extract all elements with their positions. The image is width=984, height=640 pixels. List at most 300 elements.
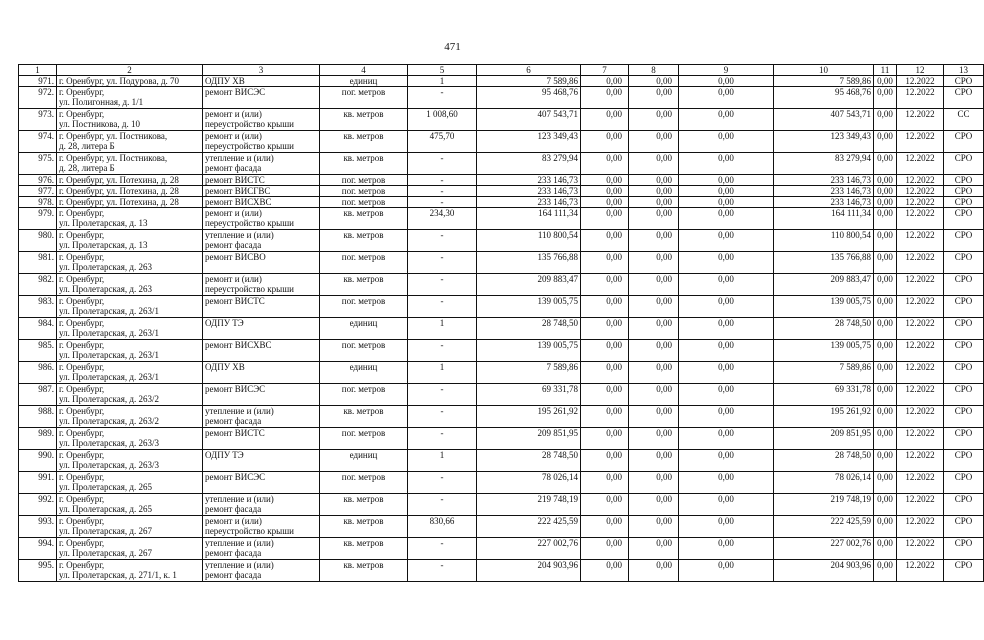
- cost-col9-cell: 0,00: [629, 197, 679, 208]
- work-type-cell: [203, 406, 320, 428]
- work-type-cell-line: ремонт ВИСЭС: [205, 472, 266, 482]
- cost-col10-cell: 0,00: [679, 450, 774, 472]
- deadline-cell: 12.2022: [897, 516, 944, 538]
- cost-col10-cell: 0,00: [679, 153, 774, 175]
- unit-cell: кв. метров: [320, 516, 408, 538]
- cost-col12-cell: 0,00: [874, 318, 897, 340]
- cost-col10-cell: 0,00: [679, 362, 774, 384]
- cost-col12-cell: 0,00: [874, 384, 897, 406]
- address-cell-line: г. Оренбург,: [59, 208, 105, 218]
- cost-col10-cell: 0,00: [679, 197, 774, 208]
- table-row: [19, 296, 984, 318]
- row-number: 978.: [19, 197, 57, 208]
- address-cell: [57, 516, 203, 538]
- cost-col10-cell: 0,00: [679, 538, 774, 560]
- address-cell: [57, 175, 203, 186]
- row-number: 983.: [19, 296, 57, 318]
- total-cost-cell: 227 002,76: [477, 538, 581, 560]
- cost-col12-cell: 0,00: [874, 87, 897, 109]
- table-row: [19, 197, 984, 208]
- cost-col12-cell: 0,00: [874, 296, 897, 318]
- address-cell: [57, 318, 203, 340]
- cost-col8-cell: 0,00: [581, 109, 629, 131]
- address-cell: [57, 131, 203, 153]
- cost-col10-cell: 0,00: [679, 296, 774, 318]
- work-type-cell: [203, 274, 320, 296]
- method-cell: СРО: [944, 274, 984, 296]
- work-type-cell-line: утепление и (или): [205, 560, 274, 570]
- address-cell-line: ул. Пролетарская, д. 263: [59, 284, 152, 294]
- cost-col10-cell: 0,00: [679, 186, 774, 197]
- table-row: [19, 87, 984, 109]
- total-cost-cell: 69 331,78: [477, 384, 581, 406]
- cost-col12-cell: 0,00: [874, 208, 897, 230]
- cost-col9-cell: 0,00: [629, 450, 679, 472]
- method-cell: СС: [944, 109, 984, 131]
- table-row: [19, 560, 984, 582]
- cost-col8-cell: 0,00: [581, 384, 629, 406]
- total-cost-cell: 164 111,34: [477, 208, 581, 230]
- address-cell: [57, 186, 203, 197]
- total-cost-cell: 195 261,92: [477, 406, 581, 428]
- work-type-cell: [203, 450, 320, 472]
- address-cell: [57, 538, 203, 560]
- table-row: [19, 274, 984, 296]
- table-row: [19, 230, 984, 252]
- deadline-cell: 12.2022: [897, 362, 944, 384]
- work-type-cell-line: переустройство крыши: [205, 526, 294, 536]
- deadline-cell: 12.2022: [897, 252, 944, 274]
- address-cell-line: г. Оренбург,: [59, 274, 105, 284]
- table-body: [19, 76, 984, 582]
- cost-col11-cell: 233 146,73: [774, 186, 874, 197]
- address-cell-line: г. Оренбург,: [59, 340, 105, 350]
- unit-cell: пог. метров: [320, 384, 408, 406]
- method-cell: СРО: [944, 494, 984, 516]
- address-cell: [57, 494, 203, 516]
- row-number: 980.: [19, 230, 57, 252]
- cost-col11-cell: 139 005,75: [774, 340, 874, 362]
- cost-col11-cell: 233 146,73: [774, 175, 874, 186]
- table-row: [19, 516, 984, 538]
- address-cell: [57, 428, 203, 450]
- cost-col9-cell: 0,00: [629, 406, 679, 428]
- cost-col8-cell: 0,00: [581, 274, 629, 296]
- address-cell-line: г. Оренбург, ул. Постникова,: [59, 153, 168, 163]
- row-number: 977.: [19, 186, 57, 197]
- column-header-1: 1: [19, 65, 57, 76]
- cost-col8-cell: 0,00: [581, 208, 629, 230]
- quantity-cell: -: [408, 340, 477, 362]
- cost-col8-cell: 0,00: [581, 318, 629, 340]
- deadline-cell: 12.2022: [897, 340, 944, 362]
- unit-cell: кв. метров: [320, 230, 408, 252]
- cost-col11-cell: 110 800,54: [774, 230, 874, 252]
- cost-col12-cell: 0,00: [874, 494, 897, 516]
- row-number: 982.: [19, 274, 57, 296]
- work-type-cell-line: ремонт ВИСГВС: [205, 186, 271, 196]
- address-cell-line: г. Оренбург,: [59, 538, 105, 548]
- cost-col11-cell: 219 748,19: [774, 494, 874, 516]
- address-cell-line: г. Оренбург, ул. Потехина, д. 28: [59, 175, 179, 185]
- header-row: [19, 65, 984, 76]
- work-type-cell: [203, 384, 320, 406]
- address-cell-line: г. Оренбург,: [59, 384, 105, 394]
- quantity-cell: -: [408, 153, 477, 175]
- cost-col8-cell: 0,00: [581, 186, 629, 197]
- unit-cell: кв. метров: [320, 274, 408, 296]
- address-cell-line: г. Оренбург,: [59, 252, 105, 262]
- quantity-cell: 1 008,60: [408, 109, 477, 131]
- address-cell-line: ул. Пролетарская, д. 263/1: [59, 306, 159, 316]
- cost-col8-cell: 0,00: [581, 175, 629, 186]
- quantity-cell: -: [408, 406, 477, 428]
- cost-col9-cell: 0,00: [629, 76, 679, 87]
- total-cost-cell: 233 146,73: [477, 197, 581, 208]
- cost-col12-cell: 0,00: [874, 274, 897, 296]
- row-number: 991.: [19, 472, 57, 494]
- deadline-cell: 12.2022: [897, 87, 944, 109]
- cost-col8-cell: 0,00: [581, 230, 629, 252]
- cost-col9-cell: 0,00: [629, 230, 679, 252]
- address-cell-line: ул. Пролетарская, д. 263/3: [59, 460, 159, 470]
- cost-col8-cell: 0,00: [581, 87, 629, 109]
- work-type-cell-line: утепление и (или): [205, 494, 274, 504]
- deadline-cell: 12.2022: [897, 384, 944, 406]
- cost-col11-cell: 209 883,47: [774, 274, 874, 296]
- address-cell-line: г. Оренбург,: [59, 230, 105, 240]
- unit-cell: пог. метров: [320, 296, 408, 318]
- work-type-cell-line: ремонт и (или): [205, 131, 262, 141]
- total-cost-cell: 110 800,54: [477, 230, 581, 252]
- cost-col11-cell: 407 543,71: [774, 109, 874, 131]
- cost-col12-cell: 0,00: [874, 406, 897, 428]
- method-cell: СРО: [944, 230, 984, 252]
- cost-col10-cell: 0,00: [679, 252, 774, 274]
- work-type-cell-line: ремонт фасада: [205, 163, 262, 173]
- work-type-cell: [203, 472, 320, 494]
- work-type-cell-line: ремонт ВИСВО: [205, 252, 266, 262]
- quantity-cell: 1: [408, 318, 477, 340]
- method-cell: СРО: [944, 406, 984, 428]
- cost-col8-cell: 0,00: [581, 340, 629, 362]
- cost-col9-cell: 0,00: [629, 340, 679, 362]
- work-type-cell-line: ремонт фасада: [205, 548, 262, 558]
- column-header-5: 5: [408, 65, 477, 76]
- work-type-cell: [203, 153, 320, 175]
- work-type-cell: [203, 296, 320, 318]
- row-number: 987.: [19, 384, 57, 406]
- quantity-cell: -: [408, 384, 477, 406]
- column-header-11: 11: [874, 65, 897, 76]
- work-type-cell: [203, 318, 320, 340]
- cost-col9-cell: 0,00: [629, 153, 679, 175]
- address-cell-line: ул. Полигонная, д. 1/1: [59, 97, 144, 107]
- quantity-cell: 1: [408, 362, 477, 384]
- cost-col11-cell: 78 026,14: [774, 472, 874, 494]
- quantity-cell: -: [408, 186, 477, 197]
- cost-col11-cell: 222 425,59: [774, 516, 874, 538]
- table-row: [19, 131, 984, 153]
- cost-col9-cell: 0,00: [629, 87, 679, 109]
- table-row: [19, 384, 984, 406]
- address-cell-line: ул. Пролетарская, д. 267: [59, 548, 152, 558]
- method-cell: СРО: [944, 131, 984, 153]
- work-type-cell: [203, 76, 320, 87]
- cost-col9-cell: 0,00: [629, 538, 679, 560]
- work-type-cell: [203, 186, 320, 197]
- address-cell-line: ул. Пролетарская, д. 263/1: [59, 350, 159, 360]
- address-cell: [57, 406, 203, 428]
- total-cost-cell: 222 425,59: [477, 516, 581, 538]
- cost-col10-cell: 0,00: [679, 109, 774, 131]
- cost-col8-cell: 0,00: [581, 472, 629, 494]
- address-cell-line: г. Оренбург,: [59, 560, 105, 570]
- unit-cell: пог. метров: [320, 428, 408, 450]
- row-number: 990.: [19, 450, 57, 472]
- address-cell-line: г. Оренбург,: [59, 362, 105, 372]
- cost-col10-cell: 0,00: [679, 87, 774, 109]
- deadline-cell: 12.2022: [897, 208, 944, 230]
- address-cell-line: г. Оренбург, ул. Постникова,: [59, 131, 168, 141]
- quantity-cell: -: [408, 252, 477, 274]
- method-cell: СРО: [944, 362, 984, 384]
- address-cell: [57, 109, 203, 131]
- total-cost-cell: 204 903,96: [477, 560, 581, 582]
- cost-col9-cell: 0,00: [629, 560, 679, 582]
- address-cell-line: г. Оренбург,: [59, 494, 105, 504]
- cost-col11-cell: 7 589,86: [774, 76, 874, 87]
- cost-col12-cell: 0,00: [874, 340, 897, 362]
- method-cell: СРО: [944, 318, 984, 340]
- cost-col12-cell: 0,00: [874, 230, 897, 252]
- total-cost-cell: 123 349,43: [477, 131, 581, 153]
- deadline-cell: 12.2022: [897, 296, 944, 318]
- address-cell-line: ул. Пролетарская, д. 13: [59, 240, 148, 250]
- cost-col11-cell: 204 903,96: [774, 560, 874, 582]
- cost-col9-cell: 0,00: [629, 362, 679, 384]
- work-type-cell: [203, 109, 320, 131]
- work-type-cell-line: ремонт ВИСЭС: [205, 87, 266, 97]
- total-cost-cell: 233 146,73: [477, 175, 581, 186]
- unit-cell: единиц: [320, 362, 408, 384]
- row-number: 971.: [19, 76, 57, 87]
- table-row: [19, 538, 984, 560]
- method-cell: СРО: [944, 384, 984, 406]
- address-cell-line: д. 28, литера Б: [59, 163, 115, 173]
- method-cell: СРО: [944, 472, 984, 494]
- cost-col10-cell: 0,00: [679, 384, 774, 406]
- quantity-cell: -: [408, 296, 477, 318]
- cost-col11-cell: 95 468,76: [774, 87, 874, 109]
- quantity-cell: -: [408, 428, 477, 450]
- deadline-cell: 12.2022: [897, 274, 944, 296]
- quantity-cell: 234,30: [408, 208, 477, 230]
- method-cell: СРО: [944, 153, 984, 175]
- work-type-cell-line: утепление и (или): [205, 406, 274, 416]
- address-cell-line: г. Оренбург,: [59, 472, 105, 482]
- work-type-cell-line: ремонт ВИСТС: [205, 428, 265, 438]
- unit-cell: пог. метров: [320, 252, 408, 274]
- cost-col12-cell: 0,00: [874, 131, 897, 153]
- total-cost-cell: 135 766,88: [477, 252, 581, 274]
- deadline-cell: 12.2022: [897, 406, 944, 428]
- cost-col9-cell: 0,00: [629, 175, 679, 186]
- work-type-cell: [203, 538, 320, 560]
- method-cell: СРО: [944, 197, 984, 208]
- cost-col9-cell: 0,00: [629, 208, 679, 230]
- method-cell: СРО: [944, 516, 984, 538]
- unit-cell: кв. метров: [320, 406, 408, 428]
- row-number: 988.: [19, 406, 57, 428]
- total-cost-cell: 209 851,95: [477, 428, 581, 450]
- deadline-cell: 12.2022: [897, 230, 944, 252]
- total-cost-cell: 28 748,50: [477, 318, 581, 340]
- address-cell-line: ул. Пролетарская, д. 263/1: [59, 328, 159, 338]
- unit-cell: единиц: [320, 318, 408, 340]
- work-type-cell-line: ремонт фасада: [205, 570, 262, 580]
- column-header-6: 6: [477, 65, 581, 76]
- work-type-cell: [203, 208, 320, 230]
- cost-col10-cell: 0,00: [679, 274, 774, 296]
- unit-cell: кв. метров: [320, 153, 408, 175]
- method-cell: СРО: [944, 560, 984, 582]
- address-cell: [57, 340, 203, 362]
- address-cell-line: г. Оренбург, ул. Подурова, д. 70: [59, 76, 180, 86]
- unit-cell: кв. метров: [320, 494, 408, 516]
- table-row: [19, 450, 984, 472]
- total-cost-cell: 219 748,19: [477, 494, 581, 516]
- quantity-cell: 1: [408, 450, 477, 472]
- cost-col9-cell: 0,00: [629, 516, 679, 538]
- work-type-cell: [203, 230, 320, 252]
- address-cell-line: ул. Пролетарская, д. 263/3: [59, 438, 159, 448]
- address-cell-line: ул. Пролетарская, д. 263/1: [59, 372, 159, 382]
- address-cell-line: г. Оренбург,: [59, 109, 105, 119]
- address-cell-line: ул. Пролетарская, д. 265: [59, 482, 152, 492]
- address-cell-line: г. Оренбург,: [59, 87, 105, 97]
- method-cell: СРО: [944, 340, 984, 362]
- address-cell: [57, 450, 203, 472]
- deadline-cell: 12.2022: [897, 175, 944, 186]
- cost-col10-cell: 0,00: [679, 131, 774, 153]
- unit-cell: кв. метров: [320, 560, 408, 582]
- quantity-cell: -: [408, 87, 477, 109]
- method-cell: СРО: [944, 175, 984, 186]
- work-type-cell-line: ремонт фасада: [205, 416, 262, 426]
- cost-col10-cell: 0,00: [679, 230, 774, 252]
- method-cell: СРО: [944, 296, 984, 318]
- work-type-cell-line: ОДПУ ТЭ: [205, 318, 244, 328]
- total-cost-cell: 7 589,86: [477, 76, 581, 87]
- cost-col8-cell: 0,00: [581, 494, 629, 516]
- quantity-cell: -: [408, 197, 477, 208]
- deadline-cell: 12.2022: [897, 131, 944, 153]
- cost-col11-cell: 28 748,50: [774, 318, 874, 340]
- cost-col8-cell: 0,00: [581, 428, 629, 450]
- total-cost-cell: 28 748,50: [477, 450, 581, 472]
- cost-col12-cell: 0,00: [874, 450, 897, 472]
- work-type-cell-line: ОДПУ ХВ: [205, 362, 245, 372]
- unit-cell: кв. метров: [320, 538, 408, 560]
- unit-cell: кв. метров: [320, 131, 408, 153]
- work-type-cell: [203, 252, 320, 274]
- cost-col10-cell: 0,00: [679, 76, 774, 87]
- work-type-cell: [203, 175, 320, 186]
- address-cell: [57, 208, 203, 230]
- cost-col8-cell: 0,00: [581, 516, 629, 538]
- cost-col9-cell: 0,00: [629, 318, 679, 340]
- cost-col8-cell: 0,00: [581, 538, 629, 560]
- cost-col12-cell: 0,00: [874, 153, 897, 175]
- table-row: [19, 186, 984, 197]
- method-cell: СРО: [944, 87, 984, 109]
- total-cost-cell: 78 026,14: [477, 472, 581, 494]
- work-type-cell-line: переустройство крыши: [205, 218, 294, 228]
- row-number: 992.: [19, 494, 57, 516]
- deadline-cell: 12.2022: [897, 450, 944, 472]
- column-header-4: 4: [320, 65, 408, 76]
- quantity-cell: 475,70: [408, 131, 477, 153]
- work-type-cell-line: переустройство крыши: [205, 119, 294, 129]
- address-cell-line: ул. Постникова, д. 10: [59, 119, 140, 129]
- work-type-cell-line: переустройство крыши: [205, 284, 294, 294]
- cost-col11-cell: 28 748,50: [774, 450, 874, 472]
- work-type-cell-line: ремонт ВИСТС: [205, 175, 265, 185]
- cost-col10-cell: 0,00: [679, 428, 774, 450]
- cost-col9-cell: 0,00: [629, 296, 679, 318]
- table-row: [19, 109, 984, 131]
- total-cost-cell: 233 146,73: [477, 186, 581, 197]
- column-header-7: 7: [581, 65, 629, 76]
- table-header: [19, 65, 984, 76]
- quantity-cell: -: [408, 230, 477, 252]
- table-row: [19, 472, 984, 494]
- cost-col11-cell: 135 766,88: [774, 252, 874, 274]
- deadline-cell: 12.2022: [897, 109, 944, 131]
- method-cell: СРО: [944, 450, 984, 472]
- cost-col10-cell: 0,00: [679, 560, 774, 582]
- address-cell-line: ул. Пролетарская, д. 13: [59, 218, 148, 228]
- row-number: 975.: [19, 153, 57, 175]
- unit-cell: кв. метров: [320, 109, 408, 131]
- cost-col10-cell: 0,00: [679, 175, 774, 186]
- work-type-cell: [203, 428, 320, 450]
- work-type-cell: [203, 516, 320, 538]
- column-header-3: 3: [203, 65, 320, 76]
- method-cell: СРО: [944, 538, 984, 560]
- address-cell: [57, 153, 203, 175]
- method-cell: СРО: [944, 428, 984, 450]
- column-header-10: 10: [774, 65, 874, 76]
- cost-col8-cell: 0,00: [581, 362, 629, 384]
- work-type-cell-line: ремонт ВИСХВС: [205, 197, 272, 207]
- work-type-cell: [203, 87, 320, 109]
- cost-col12-cell: 0,00: [874, 197, 897, 208]
- work-type-cell: [203, 197, 320, 208]
- address-cell-line: д. 28, литера Б: [59, 141, 115, 151]
- cost-col9-cell: 0,00: [629, 494, 679, 516]
- deadline-cell: 12.2022: [897, 153, 944, 175]
- cost-col10-cell: 0,00: [679, 406, 774, 428]
- cost-col12-cell: 0,00: [874, 76, 897, 87]
- row-number: 976.: [19, 175, 57, 186]
- deadline-cell: 12.2022: [897, 428, 944, 450]
- address-cell: [57, 560, 203, 582]
- work-type-cell-line: ремонт ВИСТС: [205, 296, 265, 306]
- cost-col12-cell: 0,00: [874, 560, 897, 582]
- address-cell: [57, 87, 203, 109]
